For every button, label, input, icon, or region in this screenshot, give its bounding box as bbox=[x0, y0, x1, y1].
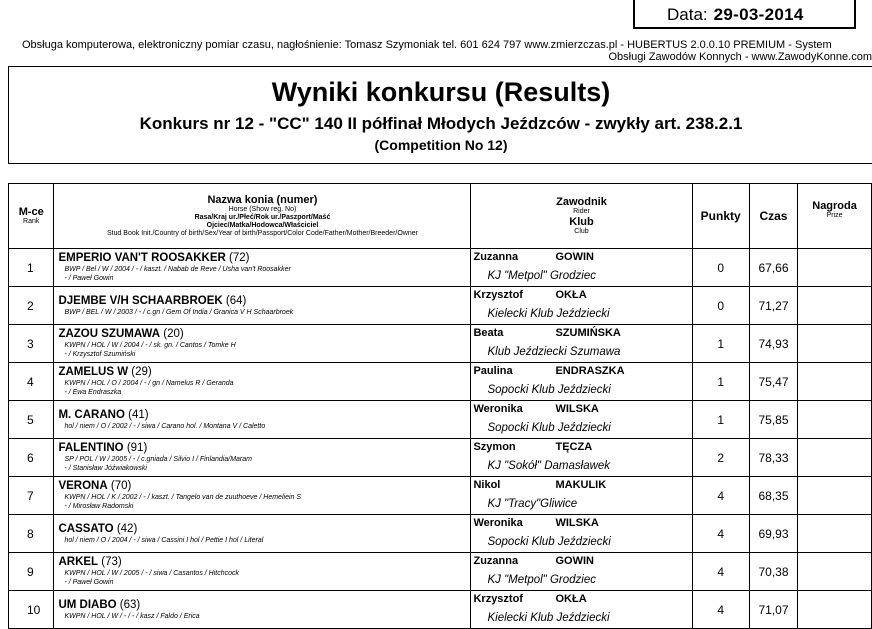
horse-info: KWPN / HOL / K / 2002 / - / kaszt. / Tangelo van de zuuthoeve / Hemeliein S bbox=[64, 494, 302, 501]
rider-cell bbox=[471, 401, 692, 439]
table-row bbox=[9, 325, 872, 363]
horse-owner: - / Mirosław Radomski bbox=[64, 503, 134, 510]
horse-cell bbox=[54, 249, 471, 287]
rider-last-name: MAKULIK bbox=[555, 479, 607, 491]
column-header-time: Czas bbox=[749, 184, 797, 249]
rider-first-name: Krzysztof bbox=[473, 289, 523, 301]
rider-last-name: WILSKA bbox=[555, 403, 599, 415]
prize-cell bbox=[798, 325, 872, 363]
rider-first-name: Zuzanna bbox=[473, 251, 519, 263]
points-cell: 4 bbox=[692, 477, 749, 515]
horse-cell bbox=[54, 553, 471, 591]
rider-cell bbox=[471, 363, 692, 401]
prize-cell bbox=[798, 249, 872, 287]
horse-owner: - / Stanisław Jóźwiakowski bbox=[64, 465, 147, 472]
horse-info: KWPN / HOL / W / - / - / kasz / Faldo / Erica bbox=[64, 612, 200, 620]
rider-first-name: Paulina bbox=[473, 365, 513, 377]
horse-name-line bbox=[58, 599, 470, 612]
horse-info: hol / niem / O / 2002 / - / siwa / Carano hol. / Montana V / Caletto bbox=[64, 422, 266, 430]
table-row bbox=[9, 553, 872, 591]
rider-cell bbox=[471, 325, 692, 363]
horse-number: (29) bbox=[131, 366, 152, 378]
rider-cell bbox=[471, 287, 692, 325]
rank-cell: 4 bbox=[9, 363, 54, 401]
horse-name: EMPERIO VAN'T ROOSAKKER bbox=[58, 252, 226, 264]
club-name: KJ "Metpol" Grodziec bbox=[487, 270, 596, 282]
rider-cell bbox=[471, 477, 692, 515]
horse-info: SP / POL / W / 2005 / - / c.gniada / Silvio I / Finlandia/Maram bbox=[64, 456, 252, 463]
horse-cell bbox=[54, 325, 471, 363]
rider-first-name: Weronika bbox=[473, 517, 523, 529]
rider-last-name: WILSKA bbox=[555, 517, 599, 529]
rank-cell: 7 bbox=[9, 477, 54, 515]
points-cell: 4 bbox=[692, 515, 749, 553]
rider-first-name: Szymon bbox=[473, 441, 516, 453]
horse-name-line bbox=[58, 556, 470, 569]
club-name: Sopocki Klub Jeździecki bbox=[487, 384, 611, 396]
prize-cell bbox=[798, 287, 872, 325]
horse-number: (64) bbox=[225, 294, 247, 307]
horse-cell bbox=[54, 401, 471, 439]
horse-number: (91) bbox=[126, 442, 148, 454]
horse-number: (20) bbox=[163, 328, 184, 340]
date-value: 29-03-2014 bbox=[713, 5, 804, 24]
points-cell: 1 bbox=[692, 363, 749, 401]
horse-number: (73) bbox=[101, 556, 122, 568]
horse-cell bbox=[54, 477, 471, 515]
horse-owner: - / Paweł Gowin bbox=[64, 275, 114, 282]
rider-last-name: OKŁA bbox=[555, 593, 587, 605]
time-cell: 75,85 bbox=[749, 401, 797, 439]
horse-owner: - / Paweł Gowin bbox=[64, 579, 114, 586]
rider-cell bbox=[471, 439, 692, 477]
time-cell: 69,93 bbox=[749, 515, 797, 553]
results-table bbox=[8, 183, 872, 629]
horse-name: VERONA bbox=[58, 480, 108, 492]
points-cell: 4 bbox=[692, 591, 749, 629]
rider-first-name: Weronika bbox=[473, 403, 523, 415]
date-box bbox=[633, 0, 856, 29]
rider-first-name: Krzysztof bbox=[473, 593, 523, 605]
horse-name: FALENTINO bbox=[58, 442, 124, 454]
column-header-rank: M-ce Rank bbox=[9, 184, 54, 249]
table-header-row bbox=[9, 184, 872, 249]
horse-cell bbox=[54, 363, 471, 401]
club-name: Klub Jeździecki Szumawa bbox=[487, 346, 621, 358]
horse-number: (41) bbox=[128, 408, 149, 421]
horse-name-line bbox=[58, 442, 470, 455]
table-row bbox=[9, 401, 872, 439]
rider-cell bbox=[471, 591, 692, 629]
page-title: Wyniki konkursu (Results) bbox=[271, 77, 611, 107]
horse-name: DJEMBE V/H SCHAARBROEK bbox=[58, 294, 223, 307]
rider-last-name: GOWIN bbox=[555, 251, 594, 263]
horse-name: CASSATO bbox=[58, 522, 114, 535]
horse-owner: - / Krzysztof Szumiński bbox=[64, 351, 136, 358]
club-name: KJ "Metpol" Grodziec bbox=[487, 574, 596, 586]
horse-name-line bbox=[58, 252, 470, 265]
column-header-prize: Nagroda Prize bbox=[798, 184, 872, 249]
club-name: Sopocki Klub Jeździecki bbox=[487, 422, 611, 434]
horse-cell bbox=[54, 287, 471, 325]
club-name: KJ "Sokół" Damasławek bbox=[487, 460, 611, 472]
rank-cell: 5 bbox=[9, 401, 54, 439]
prize-cell bbox=[798, 363, 872, 401]
horse-info: KWPN / HOL / W / 2004 / - / sk. gn. / Cantos / Tomke H bbox=[64, 342, 236, 349]
horse-name: UM DIABO bbox=[58, 598, 117, 611]
horse-info: KWPN / HOL / W / 2005 / - / siwa / Casantos / Hitchcock bbox=[64, 570, 239, 577]
horse-name-line bbox=[58, 409, 470, 422]
competition-subtitle: Konkurs nr 12 - "CC" 140 II półfinał Młodych Jeźdzców - zwykły art. 238.2.1 bbox=[139, 114, 743, 133]
table-row bbox=[9, 477, 872, 515]
prize-cell bbox=[798, 439, 872, 477]
club-name: KJ "Tracy"Gliwice bbox=[487, 498, 578, 510]
horse-info: BWP / Bel / W / 2004 / - / kaszt. / Nabab de Reve / Usha van't Roosakker bbox=[64, 266, 291, 273]
prize-cell bbox=[798, 401, 872, 439]
system-info-line1: Obsługa komputerowa, elektroniczny pomiar czasu, nagłośnienie: Tomasz Szymoniak tel. 601 624 797 www.zmierzczas.pl - HUBERTUS 2.0.0.10 PREMIUM - System bbox=[22, 39, 832, 51]
column-header-rider: Zawodnik Rider Klub Club bbox=[471, 184, 692, 249]
club-name: Kielecki Klub Jeździecki bbox=[487, 308, 610, 320]
time-cell: 74,93 bbox=[749, 325, 797, 363]
column-header-horse: Nazwa konia (numer) Horse (Show reg. No) Rasa/Kraj ur./Płeć/Rok ur./Paszport/Maść Ojciec/Matka/Hodowca/Właściciel Stud Book Init./Country of birth/Sex/Year of birth/Passport/Color Code/Father/Mother/Breeder/Owner bbox=[54, 184, 471, 249]
table-row bbox=[9, 249, 872, 287]
club-name: Sopocki Klub Jeździecki bbox=[487, 536, 611, 548]
time-cell: 71,27 bbox=[749, 287, 797, 325]
rank-cell: 8 bbox=[9, 515, 54, 553]
rank-cell: 2 bbox=[9, 287, 54, 325]
horse-name-line bbox=[58, 366, 470, 379]
horse-cell bbox=[54, 515, 471, 553]
horse-name: M. CARANO bbox=[58, 408, 125, 421]
prize-cell bbox=[798, 515, 872, 553]
time-cell: 70,38 bbox=[749, 553, 797, 591]
points-cell: 4 bbox=[692, 553, 749, 591]
horse-name-line bbox=[58, 480, 470, 493]
horse-info: KWPN / HOL / O / 2004 / - / gn / Namelus R / Geranda bbox=[64, 380, 234, 387]
horse-name-line bbox=[58, 328, 470, 341]
rider-last-name: TĘCZA bbox=[555, 441, 593, 453]
time-cell: 75,47 bbox=[749, 363, 797, 401]
horse-info: hol / niem / O / 2004 / - / siwa / Cassini I hol / Pettie I hol / Literal bbox=[64, 536, 264, 544]
rank-cell: 9 bbox=[9, 553, 54, 591]
points-cell: 1 bbox=[692, 401, 749, 439]
rider-last-name: SZUMIŃSKA bbox=[555, 327, 621, 339]
rank-cell: 3 bbox=[9, 325, 54, 363]
horse-name-line bbox=[58, 523, 470, 536]
prize-cell bbox=[798, 591, 872, 629]
prize-cell bbox=[798, 553, 872, 591]
horse-name: ARKEL bbox=[58, 556, 99, 568]
time-cell: 71,07 bbox=[749, 591, 797, 629]
horse-cell bbox=[54, 591, 471, 629]
horse-number: (42) bbox=[116, 522, 138, 535]
rank-cell: 1 bbox=[9, 249, 54, 287]
rider-first-name: Nikol bbox=[473, 479, 501, 491]
horse-name: ZAMELUS W bbox=[58, 366, 129, 378]
rider-last-name: ENDRASZKA bbox=[555, 365, 625, 377]
points-cell: 0 bbox=[692, 287, 749, 325]
horse-name: ZAZOU SZUMAWA bbox=[58, 328, 161, 340]
horse-info: BWP / BEL / W / 2003 / - / c.gn / Gem Of India / Granica V H Schaarbroek bbox=[64, 308, 294, 316]
horse-number: (63) bbox=[119, 598, 141, 611]
points-cell: 2 bbox=[692, 439, 749, 477]
table-row bbox=[9, 287, 872, 325]
rank-cell: 10 bbox=[9, 591, 54, 629]
time-cell: 68,35 bbox=[749, 477, 797, 515]
rider-cell bbox=[471, 515, 692, 553]
rank-cell: 6 bbox=[9, 439, 54, 477]
horse-owner: - / Ewa Endraszka bbox=[64, 389, 122, 396]
system-info-line2: Obsługi Zawodów Konnych - www.ZawodyKonne.com bbox=[608, 51, 872, 63]
table-row bbox=[9, 591, 872, 629]
prize-cell bbox=[798, 477, 872, 515]
rider-cell bbox=[471, 249, 692, 287]
table-row bbox=[9, 439, 872, 477]
table-row bbox=[9, 363, 872, 401]
horse-cell bbox=[54, 439, 471, 477]
rider-last-name: GOWIN bbox=[555, 555, 594, 567]
time-cell: 67,66 bbox=[749, 249, 797, 287]
column-header-points: Punkty bbox=[692, 184, 749, 249]
points-cell: 0 bbox=[692, 249, 749, 287]
rider-last-name: OKŁA bbox=[555, 289, 587, 301]
club-name: Kielecki Klub Jeździecki bbox=[487, 612, 610, 624]
title-box bbox=[8, 66, 872, 164]
points-cell: 1 bbox=[692, 325, 749, 363]
horse-number: (72) bbox=[229, 252, 250, 264]
date-label: Data: bbox=[667, 5, 708, 24]
horse-name-line bbox=[58, 295, 470, 308]
time-cell: 78,33 bbox=[749, 439, 797, 477]
rider-first-name: Zuzanna bbox=[473, 555, 519, 567]
table-row bbox=[9, 515, 872, 553]
rider-cell bbox=[471, 553, 692, 591]
rider-first-name: Beata bbox=[473, 327, 504, 339]
horse-number: (70) bbox=[110, 480, 132, 492]
competition-number: (Competition No 12) bbox=[374, 137, 508, 153]
